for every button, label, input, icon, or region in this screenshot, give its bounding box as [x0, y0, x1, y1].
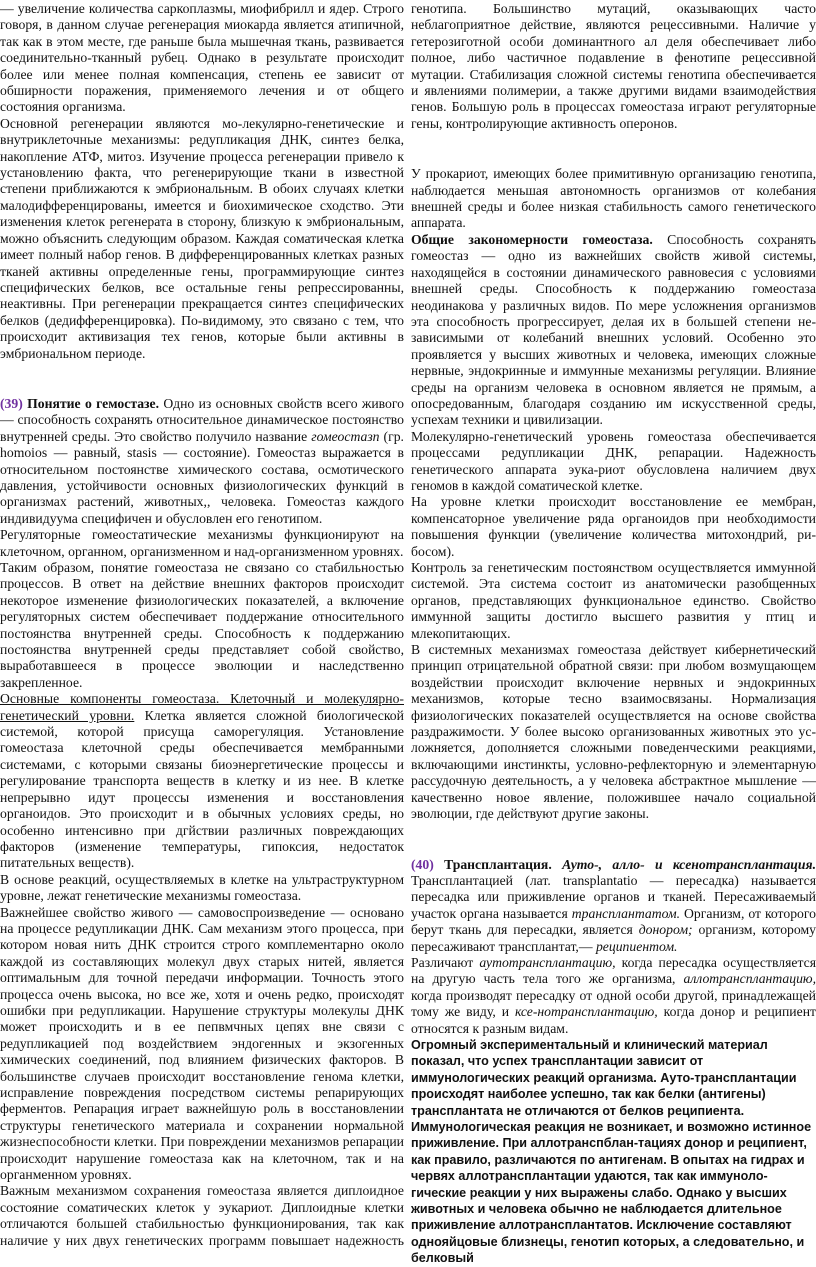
- section-number: (39): [0, 396, 23, 411]
- underlined-heading: Основные компоненты гомеостаза. Клеточный и молекулярно-генетический уровни.: [0, 691, 404, 722]
- section-40: [411, 857, 816, 955]
- term: аутотрансплантацию,: [479, 955, 615, 970]
- spacer: [0, 362, 404, 396]
- section-number: (40): [411, 857, 434, 872]
- paragraph: [0, 691, 404, 871]
- text-run: Одно из основных свойств всего живого — способность сохранять относительное динамическое постоянство внутренней среды. Это свойство получило название: [0, 396, 404, 444]
- section-39: [0, 396, 404, 527]
- paragraph-bold: Огромный экспериментальный и клинический материал показал, что успех трансплантации зависит от иммунологических реакций организма. Ауто-трансплантации происходят наиболее успешно, так как белки (антигены) трансплантата не отличаются от белков реципиента. Иммунологическая реакция не возникает, и возможно истинное приживление. При аллотранспблан-тациях донор и реципиент, как правило, различаются по антигенам. В опытах на гидрах и червях аллотрансплантации удаются, так как иммунологические реакции у них выражены слабо. Однако у высших животных и человека обычно не наблюдается длительное приживление аллотрансплантатов. Исключение составляют однояйцовые близнецы, генотип которых, а следовательно, и белковый: [411, 1037, 816, 1267]
- text-run: Организм, от которого берут ткань для пересадки, является: [411, 906, 816, 937]
- term: трансплантатом.: [572, 906, 680, 921]
- paragraph: У прокариот, имеющих более примитивную организацию генотипа, наблюдается меньшая автономность организмов от колебания внешней среды и более низкая стабильность самого генетического аппарата.: [411, 166, 816, 232]
- text-run: Клетка является сложной биологической системой, которой присуща саморегуляция. Установление гомеостаза клеточной среды обеспечивается мембранными системами, с которыми связаны биоэнергетические процессы и регулирование транспорта веществ в клетку и из нее. В клетке непрерывно идут процессы изменения и восстановления органоидов. Это происходит и в обычных условиях среды, но особенно интенсивно при дгйствии различных повреждающих факторов (изменение температуры, гипоксия, недостаток питательных веществ).: [0, 708, 404, 871]
- paragraph: Молекулярно-генетический уровень гомеостаза обеспечивается процессами редупликации ДНК, репарации. Надежность генетического аппарата эука-риот обусловлена наличием двух геномов в каждой соматической клетке.: [411, 429, 816, 495]
- term: гомеостазп: [311, 429, 379, 444]
- text-run: Способность сохранять гомеостаз — одно из важнейших свойств живой системы, находящейся в состоянии динамического равновесия с условиями внешней среды. Способность к поддержанию гомеостаза неодинакова у различных видов. По мере усложнения организмов эта способность прогрессирует, делая их в большей степени независимыми от колебаний внешних условий. Особенно это проявляется у высших животных и человека, имеющих сложные нервные, эндокринные и иммунные механизмы регуляции. Влияние среды на организм человека в основном является не прямым, а опосредованным, благодаря созданию им искусственной среды, успехам техники и цивилизации.: [411, 232, 816, 427]
- paragraph: Таким образом, понятие гомеостаза не связано со стабильностью процессов. В ответ на действие внешних факторов происходит некоторое изменение физиологических показателей, а включение регуляторных систем обеспечивает поддержание относительного постоянства внутренней среды. Способность к поддержанию постоянства внутренней среды представляет собой свойство, выработавшееся в процессе эволюции и наследственно закрепленное.: [0, 560, 404, 691]
- section-title: Общие закономерности гомеостаза.: [411, 232, 653, 247]
- paragraph: Основной регенерации являются мо-лекулярно-генетические и внутриклеточные механизмы: редупликация ДНК, синтез белка, накопление АТФ, митоз. Изучение процесса регенерации привело к установлению факта, что регенерирующие ткани в известной степени приближаются к эмбриональным. В обоих случаях клетки малодифференцированы, имеется и биохимическое сходство. Эти изменения клеток регенерата в сторону, близкую к эмбриональным, можно объяснить следующим образом. Каждая соматическая клетка имеет полный набор генов. В дифференцированных клетках разных тканей активны определенные гены, программирующие синтез специфических белков, все остальные гены репрессированны, неактивны. При регенерации прекращается синтез специфических белков (дедифференцировка). По-видимому, это связано с тем, что происходит активизация тех генов, которые были активны в эмбриональном периоде.: [0, 116, 404, 362]
- text-run: когда донор и реципиент относятся к разным видам.: [411, 1004, 816, 1035]
- paragraph: генотипа. Большинство мутаций, оказывающих часто неблагоприятное действие, являются рецессивными. Наличие у гетерозиготной особи доминантного ал деля обеспечивает либо полное, либо частичное подавление в фенотипе рецессивной мутации. Стабилизация сложной системы генотипа обеспечивается и явлениями полимерии, а также другими видами взаимодействия генов. Большую роль в процессах гомеостаза играют регуляторные гены, контролирующие активность оперонов.: [411, 1, 816, 132]
- term: аллотрансплантацию,: [684, 971, 816, 986]
- text-run: когда производят пересадку от одной особи другой, принадлежащей тому же виду, и: [411, 988, 816, 1019]
- paragraph: Важнейшее свойство живого — самовоспроизведение — основано на процессе редупликации ДНК. Сам механизм этого процесса, при котором новая нить ДНК строится строго комплементарно около каждой из составляющих молекул двух старых нитей, является оптимальным для точной передачи информации. Точность этого процесса очень высока, но все же, хотя и очень редко, происходят ошибки при редупликации. Нарушение структуры молекулы ДНК может происходить и в ее пепвмчных цепях вне связи с редупликацией под воздействием эндогенных и экзогенных химических соединений, под влиянием физических факторов. В большинстве случаев происходит восстановление генома клетки, исправление повреждения посредством системы репарирующих ферментов. Репарация играет важнейшую роль в восстановлении структуры генетического материала и сохранении нормальной жизнеспособности клетки. При повреждении механизмов репарации происходит нарушение гомеостаза как на клеточном, так и на органменном уровнях.: [0, 905, 404, 1184]
- paragraph: Контроль за генетическим постоянством осуществляется иммунной системой. Эта система состоит из анатомически разобщенных органов, представляющих функциональное единство. Свойство иммунной защиты достигло высшего развития у птиц и млекопитающих.: [411, 560, 816, 642]
- text-run: организм, которому пересаживают трансплантат,—: [411, 922, 816, 953]
- spacer: [411, 132, 816, 166]
- paragraph: [411, 955, 816, 1037]
- paragraph: На уровне клетки происходит восстановление ее мембран, компенсаторное увеличение ряда органоидов при необходимости повышения функции (увеличение количества митохондрий, рибосом).: [411, 494, 816, 560]
- term: ксе-нотрансплантацию,: [515, 1004, 658, 1019]
- text-run: когда пересадка осуществляется на другую часть тела того же организма,: [411, 955, 816, 986]
- text-run: Трансплантацией (лат. transplantatio — пересадка) называется пересадка или приживление органов и тканей. Пересаживаемый участок органа называется: [411, 873, 816, 921]
- paragraph: В основе реакций, осуществляемых в клетке на ультраструктурном уровне, лежат генетические механизмы гомеостаза.: [0, 872, 404, 905]
- paragraph: Регуляторные гомеостатические механизмы функционируют на клеточном, органном, организменном и над-организменном уровнях.: [0, 527, 404, 560]
- paragraph: В системных механизмах гомеостаза действует кибернетический принцип отрицательной обратной связи: при любом возмущающем воздействии происходит включение нервных и эндокринных механизмов, которые тесно взаимосвязаны. Нормализация физиологических показателей осуществляется на основе свойства раздражимости. У более высоко организованных животных это усложняется, дополняется сложными поведенческими реакциями, включающими инстинкты, условно-рефлекторную и элементарную рассудочную деятельность, а у человека абстрактное мышление — качественно новое явление, положившее начало социальной эволюции, где действуют другие законы.: [411, 642, 816, 822]
- left-column: [0, 1, 404, 1249]
- section-subtitle: Ауто-, алло- и ксенотрансплантация.: [562, 857, 816, 872]
- right-column: [411, 1, 816, 1267]
- paragraph: [411, 232, 816, 429]
- spacer: [411, 823, 816, 857]
- term: реципиентом.: [596, 939, 678, 954]
- section-title: Понятие о гемостазе.: [27, 396, 159, 411]
- paragraph: Важным механизмом сохранения гомеостаза является диплоидное состояние соматических клеток у эукариот. Диплоидные клетки отличаются большей стабильностью функционирования, так как наличие у них двух генетических программ повышает надежность: [0, 1183, 404, 1249]
- text-run: (гр. homoios — равный, stasis — состояние). Гомеостаз выражается в относительном постоянстве химического состава, осмотического давления, устойчивости основных физиологических функций в организмах растений, животных,, человека. Гомеостаз каждого индивидуума специфичен и обусловлен его генотипом.: [0, 429, 404, 526]
- term: донором;: [639, 922, 693, 937]
- text-run: Различают: [411, 955, 479, 970]
- paragraph: — увеличение количества саркоплазмы, миофибрилл и ядер. Строго говоря, в данном случае регенерация миокарда является атипичной, так как в этом месте, где раньше была мышечная ткань, развивается соединительно-тканный рубец. Однако в результате происходит более или менее полная компенсация, степень ее зависит от обширности поражения, применяемого лечения и от общего состояния организма.: [0, 1, 404, 116]
- section-title: Трансплантация.: [444, 857, 552, 872]
